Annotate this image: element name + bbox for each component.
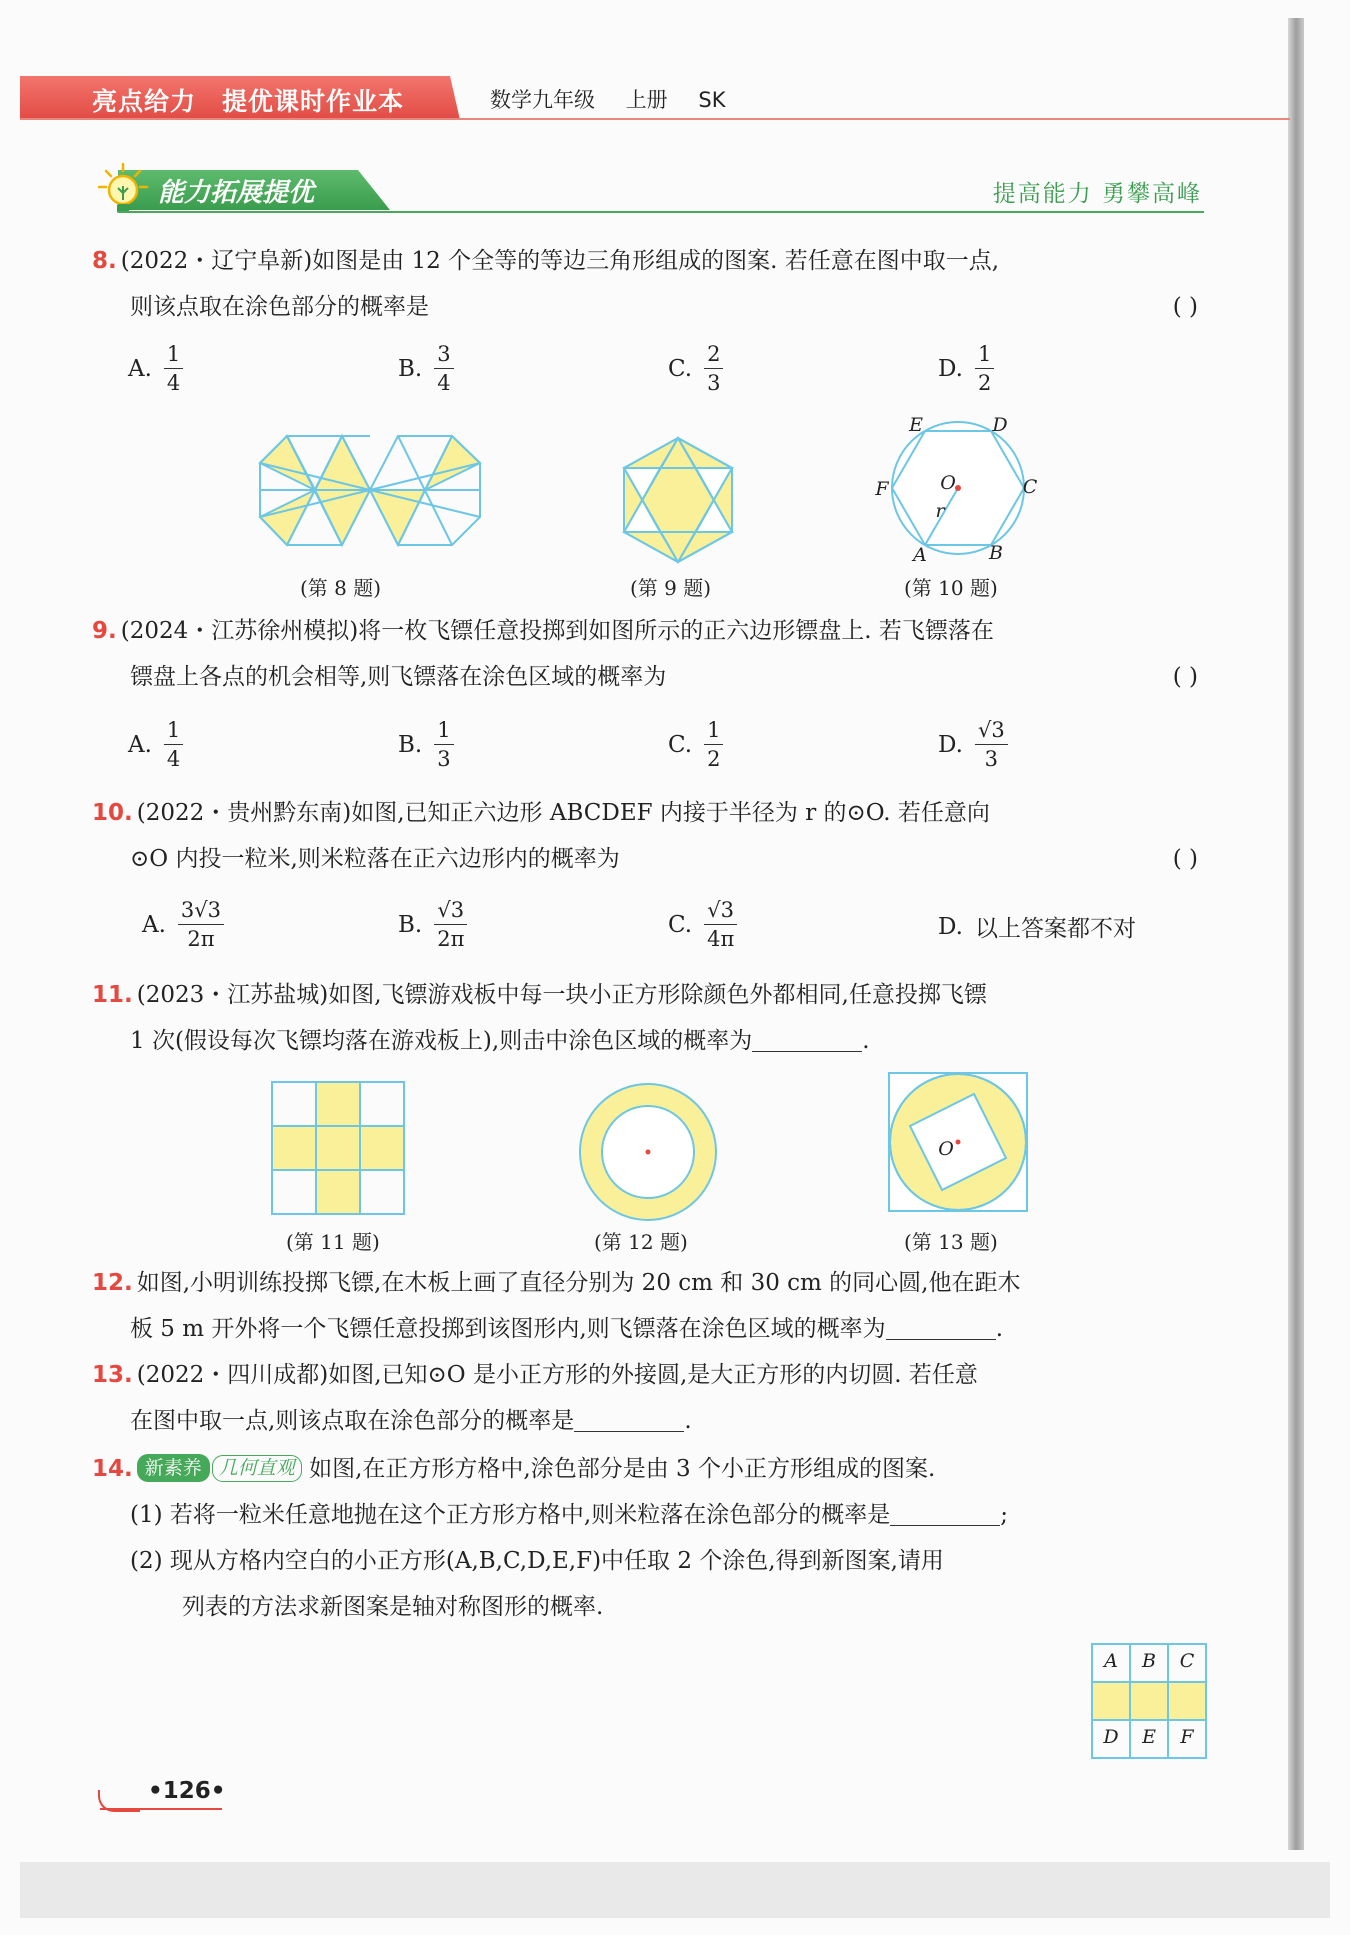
grid-cell-a: A — [1104, 1650, 1118, 1672]
grid-cell-d: D — [1103, 1726, 1119, 1748]
figure-8-caption: (第 8 题) — [300, 576, 382, 600]
question-text: (2024・江苏徐州模拟)将一枚飞镖任意投掷到如图所示的正六边形镖盘上. 若飞镖落在 — [120, 618, 994, 644]
section-title: 能力拓展提优 — [158, 178, 315, 208]
header-divider — [20, 118, 1290, 120]
question-text: (2022・贵州黔东南)如图,已知正六边形 ABCDEF 内接于半径为 r 的⊙O. 若任意向 — [136, 800, 990, 826]
section-motto: 提高能力 勇攀高峰 — [992, 181, 1202, 207]
question-8 — [92, 238, 1202, 330]
figure-10-caption: (第 10 题) — [904, 576, 998, 600]
question-number: 8. — [92, 248, 117, 274]
answer-blank[interactable] — [752, 1027, 862, 1052]
page-binding-edge — [1288, 18, 1304, 1850]
header-series: 提优课时作业本 — [222, 87, 405, 116]
question-subpart-2: (2) 现从方格内空白的小正方形(A,B,C,D,E,F)中任取 2 个涂色,得到新图案,请用 — [130, 1548, 944, 1574]
option-c: C. $\frac{1}{2}$ — [668, 716, 723, 773]
question-subpart-1: (1) 若将一粒米任意地抛在这个正方形方格中,则米粒落在涂色部分的概率是 — [130, 1502, 891, 1528]
question-number: 10. — [92, 800, 133, 826]
question-text: 镖盘上各点的机会相等,则飞镖落在涂色区域的概率为 — [130, 664, 667, 690]
question-9 — [92, 608, 1202, 700]
question-text: (2022・四川成都)如图,已知⊙O 是小正方形的外接圆,是大正方形的内切圆. 若任意 — [136, 1362, 978, 1388]
section-divider — [118, 211, 1204, 213]
page-number: •126• — [148, 1778, 226, 1804]
grid-cell-b: B — [1142, 1650, 1156, 1672]
question-13: 13. (2022・四川成都)如图,已知⊙O 是小正方形的外接圆,是大正方形的内切圆. 若任意 在图中取一点,则该点取在涂色部分的概率是 . — [92, 1362, 978, 1434]
page-number-underline — [100, 1808, 222, 1810]
grid-cell-e: E — [1142, 1726, 1156, 1748]
header-edition: SK — [698, 88, 726, 112]
header-volume: 上册 — [625, 88, 668, 112]
question-text: 则该点取在涂色部分的概率是 — [130, 294, 429, 320]
question-number: 9. — [92, 618, 117, 644]
answer-blank[interactable] — [886, 1315, 996, 1340]
option-d: D. 以上答案都不对 — [938, 913, 1136, 942]
question-12: 12. 如图,小明训练投掷飞镖,在木板上画了直径分别为 20 cm 和 30 cm 的同心圆,他在距木 板 5 m 开外将一个飞镖任意投掷到该图形内,则飞镖落在涂色区域的概率为 . — [92, 1270, 1021, 1342]
option-d: D. $\frac{1}{2}$ — [938, 340, 994, 397]
header-brand — [92, 82, 404, 118]
figure-11-caption: (第 11 题) — [286, 1230, 380, 1254]
question-number: 14. — [92, 1456, 133, 1482]
scan-bottom-strip — [20, 1862, 1330, 1918]
question-text: 板 5 m 开外将一个飞镖任意投掷到该图形内,则飞镖落在涂色区域的概率为 — [130, 1316, 886, 1342]
header-subject: 数学九年级 — [490, 88, 595, 112]
figure-8-triangle-pattern — [260, 436, 480, 566]
question-number: 11. — [92, 982, 133, 1008]
fig10-label-e: E — [909, 414, 923, 436]
option-b: B. $\frac{3}{4}$ — [398, 340, 454, 397]
fig13-label-o: O — [938, 1138, 954, 1160]
option-a: A. $\frac{3√3}{2\pi}$ — [142, 896, 224, 953]
answer-blank[interactable] — [890, 1501, 1000, 1526]
figure-9-star-hexagon — [622, 436, 734, 564]
new-literacy-tag: 新素养 — [137, 1454, 210, 1482]
fig10-label-r: r — [935, 500, 945, 522]
fig10-label-b: B — [989, 542, 1003, 564]
figure-11-square-grid — [272, 1082, 404, 1214]
figure-12-caption: (第 12 题) — [594, 1230, 688, 1254]
option-b: B. $\frac{1}{3}$ — [398, 716, 454, 773]
answer-blank[interactable] — [574, 1407, 684, 1432]
option-a: A. $\frac{1}{4}$ — [128, 716, 183, 773]
answer-paren: ( ) — [1172, 664, 1198, 690]
question-text: 如图,在正方形方格中,涂色部分是由 3 个小正方形组成的图案. — [309, 1456, 936, 1482]
fig10-label-o: O — [940, 472, 956, 494]
geometry-intuition-tag: 几何直观 — [212, 1455, 302, 1482]
option-c: C. $\frac{√3}{4\pi}$ — [668, 896, 737, 953]
option-b: B. $\frac{√3}{2\pi}$ — [398, 896, 467, 953]
option-c: C. $\frac{2}{3}$ — [668, 340, 723, 397]
question-number: 12. — [92, 1270, 133, 1296]
fig10-label-d: D — [992, 414, 1008, 436]
grid-cell-c: C — [1179, 1650, 1195, 1672]
answer-paren: ( ) — [1172, 294, 1198, 320]
figure-9-caption: (第 9 题) — [630, 576, 712, 600]
question-subpart-2-cont: 列表的方法求新图案是轴对称图形的概率. — [182, 1594, 604, 1620]
question-text: 在图中取一点,则该点取在涂色部分的概率是 — [130, 1408, 575, 1434]
question-number: 13. — [92, 1362, 133, 1388]
fig10-label-a: A — [913, 544, 927, 566]
question-text: ⊙O 内投一粒米,则米粒落在正六边形内的概率为 — [130, 846, 620, 872]
question-text: (2022・辽宁阜新)如图是由 12 个全等的等边三角形组成的图案. 若任意在图中取一点, — [120, 248, 1000, 274]
option-d: D. $\frac{√3}{3}$ — [938, 716, 1008, 773]
header-brand-name: 亮点给力 — [92, 87, 197, 116]
question-11: 11. (2023・江苏盐城)如图,飞镖游戏板中每一块小正方形除颜色外都相同,任意投掷飞镖 1 次(假设每次飞镖均落在游戏板上),则击中涂色区域的概率为 . — [92, 982, 987, 1054]
question-text: (2023・江苏盐城)如图,飞镖游戏板中每一块小正方形除颜色外都相同,任意投掷飞镖 — [136, 982, 987, 1008]
question-14: 14. 新素养 几何直观 如图,在正方形方格中,涂色部分是由 3 个小正方形组成的图案. (1) 若将一粒米任意地抛在这个正方形方格中,则米粒落在涂色部分的概率是 ; (2) 现从方格内空白的小正方形(A,B,C,D,E,F)中任取 2 个涂色,得到新图案,请用 列表的方法求新图案是轴对称图形的概率. — [92, 1456, 1008, 1620]
option-a: A. $\frac{1}{4}$ — [128, 340, 183, 397]
figure-13-caption: (第 13 题) — [904, 1230, 998, 1254]
question-10 — [92, 790, 1202, 882]
header-book-info — [490, 84, 749, 114]
figure-12-concentric-circles — [578, 1082, 718, 1222]
question-text: 如图,小明训练投掷飞镖,在木板上画了直径分别为 20 cm 和 30 cm 的同心圆,他在距木 — [136, 1270, 1021, 1296]
fig10-label-f: F — [875, 478, 889, 500]
question-text: 1 次(假设每次飞镖均落在游戏板上),则击中涂色区域的概率为 — [130, 1028, 753, 1054]
fig10-label-c: C — [1022, 476, 1038, 498]
grid-cell-f: F — [1180, 1726, 1194, 1748]
answer-paren: ( ) — [1172, 846, 1198, 872]
